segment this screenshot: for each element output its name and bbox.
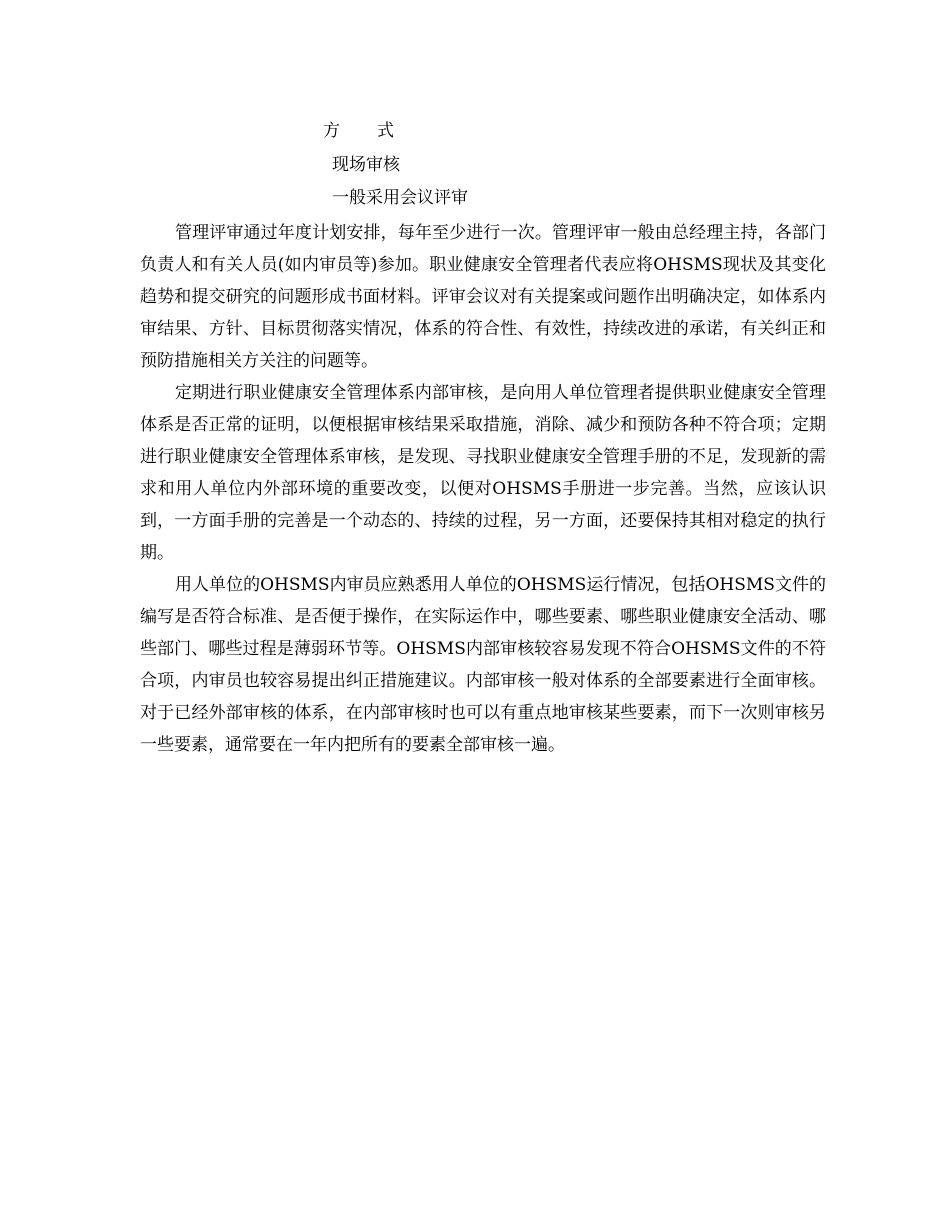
paragraph-internal-audit-purpose: 定期进行职业健康安全管理体系内部审核，是向用人单位管理者提供职业健康安全管理体系是否正常的证明，以便根据审核结果采取措施，消除、减少和预防各种不符合项；定期进行职业健康安全管理体系审核，是发现、寻找职业健康安全管理手册的不足，发现新的需求和用人单位内外部环境的重要改变，以便对OHSMS手册进一步完善。当然，应该认识到，一方面手册的完善是一个动态的、持续的过程，另一方面，还要保持其相对稳定的执行期。 xyxy=(140,383,826,563)
paragraph-internal-auditor: 用人单位的OHSMS内审员应熟悉用人单位的OHSMS运行情况，包括OHSMS文件的编写是否符合标准、是否便于操作，在实际运作中，哪些要素、哪些职业健康安全活动、哪些部门、哪些过程是薄弱环节等。OHSMS内部审核较容易发现不符合OHSMS文件的不符合项，内审员也较容易提出纠正措施建议。内部审核一般对体系的全部要素进行全面审核。对于已经外部审核的体系，在内部审核时也可以有重点地审核某些要素，而下一次则审核另一些要素，通常要在一年内把所有的要素全部审核一遍。 xyxy=(140,575,826,755)
table-header-method: 方 式 xyxy=(323,121,395,141)
paragraph-management-review: 管理评审通过年度计划安排，每年至少进行一次。管理评审一般由总经理主持，各部门负责人和有关人员(如内审员等)参加。职业健康安全管理者代表应将OHSMS现状及其变化趋势和提交研究的问题形成书面材料。评审会议对有关提案或问题作出明确决定，如体系内审结果、方针、目标贯彻落实情况，体系的符合性、有效性，持续改进的承诺，有关纠正和预防措施相关方关注的问题等。 xyxy=(140,223,826,371)
table-cell-onsite-audit: 现场审核 xyxy=(332,155,400,175)
body-text xyxy=(140,217,826,761)
table-cell-meeting-review: 一般采用会议评审 xyxy=(332,188,468,208)
